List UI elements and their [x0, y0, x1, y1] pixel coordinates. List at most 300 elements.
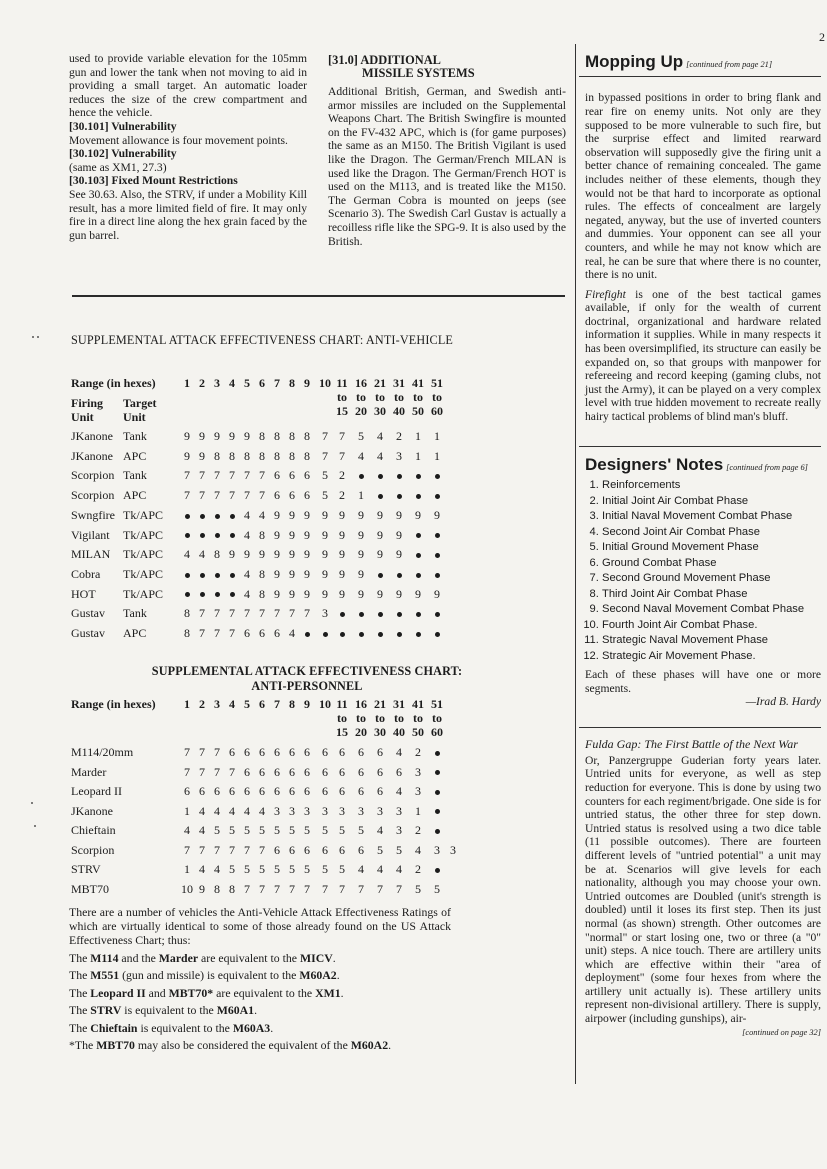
range-to-word: to: [432, 711, 442, 725]
range-to-word: to: [413, 711, 423, 725]
no-effect-dot: [435, 809, 440, 814]
equivalence-text: and the: [118, 950, 159, 965]
effectiveness-cell: 2: [415, 745, 421, 759]
effectiveness-cell: 7: [244, 468, 250, 483]
range-upper-bound: 30: [374, 404, 386, 418]
scan-speck: [37, 336, 39, 338]
effectiveness-cell: 5: [339, 862, 345, 876]
effectiveness-cell: 4: [184, 823, 190, 837]
effectiveness-cell: 9: [358, 566, 364, 581]
effectiveness-cell: 7: [184, 488, 190, 503]
effectiveness-cell: 7: [304, 881, 310, 896]
firing-unit-cell: JKanone: [71, 429, 113, 443]
range-column-header: 9: [304, 376, 310, 390]
unit-cell: Leopard II: [71, 784, 122, 798]
effectiveness-cell: [430, 784, 444, 799]
firing-unit-cell: Scorpion: [71, 488, 115, 503]
range-to-word: to: [356, 711, 366, 725]
effectiveness-cell: 7: [199, 626, 205, 640]
effectiveness-cell: 9: [377, 507, 383, 522]
effectiveness-cell: 9: [289, 586, 295, 601]
effectiveness-cell: 9: [339, 527, 345, 542]
effectiveness-cell: 1: [415, 448, 421, 463]
effectiveness-cell: 9: [434, 507, 440, 522]
effectiveness-cell: 6: [339, 745, 345, 759]
effectiveness-cell: 6: [304, 842, 310, 857]
effectiveness-cell: 9: [274, 547, 280, 562]
designers-notes-continued: [continued from page 6]: [726, 463, 808, 473]
fulda-gap-title: Fulda Gap: The First Battle of the Next War: [585, 737, 798, 752]
effectiveness-cell: 6: [289, 764, 295, 779]
effectiveness-cell: [430, 765, 444, 780]
range-to-word: to: [337, 390, 347, 404]
equivalence-text: The: [69, 968, 91, 982]
effectiveness-cell: 8: [259, 429, 265, 443]
effectiveness-cell: 6: [244, 745, 250, 759]
target-unit-cell: Tank: [123, 468, 147, 483]
effectiveness-cell: 6: [289, 784, 295, 798]
effectiveness-cell: 7: [322, 881, 328, 896]
effectiveness-cell: 5: [415, 881, 421, 896]
unit-cell: JKanone: [71, 803, 113, 818]
target-unit-cell: APC: [123, 448, 147, 463]
effectiveness-cell: 7: [229, 488, 235, 503]
effectiveness-cell: 9: [396, 527, 402, 542]
mopping-up-paragraph-2: [585, 288, 821, 424]
effectiveness-cell: 6: [322, 745, 328, 759]
effectiveness-cell: 9: [322, 586, 328, 601]
mopping-up-paragraph-2-text: is one of the best tactical games available, if only for the wealth of current doctrinal, organizational and hardware related information it supplies. While in many respects it has been oversimplified, its structure can easily be expanded on, so that groups with manpower for refereeing and record keeping (gaming clubs, not just the Army), it can be played on a very complex level with true hidden movement to recreate really hairy tactical problems of blind man's bluff.: [585, 287, 821, 424]
effectiveness-cell: [430, 823, 444, 838]
effectiveness-cell: 6: [289, 745, 295, 759]
range-to-word: to: [337, 711, 347, 725]
effectiveness-cell: 7: [229, 468, 235, 483]
unit-cell: Marder: [71, 764, 107, 779]
effectiveness-cell: 7: [214, 764, 220, 779]
effectiveness-cell: 6: [274, 745, 280, 759]
effectiveness-cell: 8: [259, 586, 265, 601]
mopping-up-heading: [585, 52, 821, 72]
effectiveness-cell: 9: [358, 507, 364, 522]
effectiveness-cell: 5: [274, 862, 280, 876]
effectiveness-cell: 3: [289, 803, 295, 818]
section-31-body: Additional British, German, and Swedish anti-armor missiles are included on the Supplemental Weapons Chart. The British Swingfire is mounted on the FV-432 APC, which is (for game purposes) the same as an M150. The British Vigilant is used like the Dragon. The German/French MILAN is used like the Dragon. The German/French HOT is used on the M113, and is treated like the M150. The German Cobra is mounted on jeeps (see Scenario 3). The Swedish Carl Gustav is actually a recoilless rifle like the SPG-9. It is also used by the British.: [328, 85, 566, 248]
equivalence-line: [69, 1021, 451, 1035]
equivalence-text: are equivalent to the: [198, 950, 300, 965]
vehicle-name: Marder: [158, 950, 199, 965]
effectiveness-cell: 4: [199, 803, 205, 818]
effectiveness-cell: 4: [199, 862, 205, 876]
effectiveness-cell: 6: [244, 626, 250, 640]
effectiveness-cell: 7: [274, 881, 280, 896]
effectiveness-cell: 5: [322, 862, 328, 876]
no-effect-dot: [435, 829, 440, 834]
effectiveness-cell: 1: [358, 488, 364, 503]
effectiveness-cell: 7: [322, 448, 328, 463]
effectiveness-cell: 6: [304, 784, 310, 798]
effectiveness-cell: 8: [244, 448, 250, 463]
effectiveness-cell: 1: [434, 448, 440, 463]
effectiveness-cell: 3: [415, 764, 421, 779]
effectiveness-cell: 7: [199, 468, 205, 483]
vehicle-name: MICV: [299, 950, 333, 965]
effectiveness-cell: 7: [304, 606, 310, 621]
target-unit-header: Unit: [123, 410, 146, 424]
effectiveness-cell: 7: [199, 842, 205, 857]
effectiveness-cell: 9: [339, 586, 345, 601]
effectiveness-cell: 7: [339, 448, 345, 463]
effectiveness-cell: 4: [199, 547, 205, 562]
effectiveness-cell: 5: [358, 429, 364, 443]
section-31-heading-line1: [31.0] ADDITIONAL: [328, 53, 441, 67]
effectiveness-cell: 6: [358, 764, 364, 779]
range-column-header: 16: [355, 697, 367, 711]
equivalence-text: .: [388, 1038, 392, 1052]
effectiveness-cell: 5: [289, 823, 295, 837]
equivalence-list: [69, 951, 451, 1053]
range-column-header: 3: [214, 376, 220, 390]
phase-item: 7. Second Ground Movement Phase: [602, 571, 821, 587]
unit-cell: STRV: [71, 862, 101, 876]
range-column-header: 3: [214, 697, 220, 711]
phase-item: 3. Initial Naval Movement Combat Phase: [602, 509, 821, 525]
effectiveness-cell: 1: [434, 429, 440, 443]
effectiveness-cell: 2: [415, 862, 421, 876]
effectiveness-cell: 9: [304, 566, 310, 581]
fulda-gap-continued: [continued on page 32]: [742, 1027, 821, 1037]
effectiveness-cell: 6: [259, 784, 265, 798]
effectiveness-cell: 9: [358, 547, 364, 562]
range-label: Range (in hexes): [71, 697, 156, 711]
anti-personnel-title-line2: ANTI-PERSONNEL: [251, 679, 363, 693]
range-to-word: to: [394, 390, 404, 404]
range-column-header: 8: [289, 697, 295, 711]
range-to-word: to: [394, 711, 404, 725]
range-upper-bound: 20: [355, 725, 367, 739]
effectiveness-cell: 4: [377, 862, 383, 876]
effectiveness-cell: 8: [259, 448, 265, 463]
range-upper-bound: 20: [355, 404, 367, 418]
effectiveness-cell: 2: [415, 823, 421, 837]
vehicle-name: Leopard II: [90, 985, 146, 1000]
target-unit-cell: Tk/APC: [123, 527, 164, 542]
effectiveness-cell: 5: [358, 823, 364, 837]
effectiveness-cell: 4: [184, 547, 190, 562]
range-column-header: 31: [393, 376, 405, 390]
rule-30-102-body: (same as XM1, 27.3): [69, 160, 167, 174]
equivalence-line: [69, 1038, 451, 1052]
firefight-title: Firefight: [585, 287, 626, 301]
effectiveness-cell: 7: [214, 842, 220, 857]
mopping-up-paragraph-1: in bypassed positions in order to bring flank and rear fire on enemy units. Not only are they supposed to be more vulnerable to such fire, but the surprise effect and limited rearward observation will supposedly give the firing unit a better chance of remaining concealed. The game includes neither of these elements, though they would not be that hard to incorporate as optional rules. The effects of concealment are largely negated, anyway, but the use of inverted counters and dummies. Your opponent can see all your counters, and while he may not know which are real, he can be sure that where there is no counter, there is no unit.: [585, 91, 821, 282]
equivalence-text: may also be considered the equivalent of the: [134, 1038, 351, 1052]
effectiveness-cell: 1: [184, 862, 190, 876]
effectiveness-cell: 7: [259, 468, 265, 483]
effectiveness-cell: 5: [304, 823, 310, 837]
effectiveness-cell: 8: [289, 448, 295, 463]
no-effect-dot: [435, 751, 440, 756]
effectiveness-cell: 8: [184, 606, 190, 621]
anti-vehicle-chart-title: SUPPLEMENTAL ATTACK EFFECTIVENESS CHART: ANTI-VEHICLE: [71, 333, 454, 347]
range-upper-bound: 15: [336, 404, 348, 418]
effectiveness-cell: 9: [184, 429, 190, 443]
effectiveness-cell: 4: [396, 745, 402, 759]
effectiveness-cell: 8: [274, 448, 280, 463]
effectiveness-cell: 4: [244, 527, 250, 542]
effectiveness-cell: 9: [358, 586, 364, 601]
effectiveness-cell: 9: [339, 547, 345, 562]
effectiveness-cell: 6: [304, 488, 310, 503]
mopping-up-title: Mopping Up: [585, 52, 684, 71]
range-column-header: 51: [431, 376, 443, 390]
effectiveness-cell: 6: [339, 784, 345, 798]
effectiveness-cell: 6: [322, 842, 328, 857]
effectiveness-cell: 9: [377, 527, 383, 542]
firing-unit-header: Firing: [71, 396, 103, 410]
effectiveness-cell: 6: [274, 784, 280, 798]
effectiveness-cell: 7: [229, 764, 235, 779]
effectiveness-cell: 6: [289, 468, 295, 483]
range-column-header: 41: [412, 376, 424, 390]
effectiveness-cell: 9: [274, 507, 280, 522]
effectiveness-cell: 9: [377, 547, 383, 562]
range-to-word: to: [413, 390, 423, 404]
equivalence-text: .: [340, 985, 344, 1000]
effectiveness-cell: 6: [229, 784, 235, 798]
firing-unit-cell: Swngfire: [71, 507, 115, 522]
vehicle-name: M114: [90, 950, 119, 965]
phase-item: 5. Initial Ground Movement Phase: [602, 540, 821, 556]
range-upper-bound: 60: [431, 725, 443, 739]
range-column-header: 8: [289, 376, 295, 390]
effectiveness-cell: 7: [377, 881, 383, 896]
effectiveness-cell: 5: [274, 823, 280, 837]
equivalence-intro: There are a number of vehicles the Anti-Vehicle Attack Effectiveness Ratings of which are virtually identical to some of those already found on the US Attack Effectiveness Chart; thus:: [69, 905, 451, 947]
phase-item: 8. Third Joint Air Combat Phase: [602, 587, 821, 603]
effectiveness-cell: 3: [396, 803, 402, 818]
range-to-word: to: [356, 390, 366, 404]
effectiveness-cell: 7: [184, 468, 190, 483]
effectiveness-cell: 7: [214, 606, 220, 621]
effectiveness-cell: 7: [259, 842, 265, 857]
effectiveness-cell: 6: [259, 764, 265, 779]
effectiveness-cell: 7: [289, 606, 295, 621]
effectiveness-cell: 4: [377, 429, 383, 443]
effectiveness-cell: 3: [396, 823, 402, 837]
effectiveness-cell: 7: [339, 429, 345, 443]
rule-30-101-body: Movement allowance is four movement points.: [69, 133, 288, 147]
effectiveness-cell: 6: [274, 842, 280, 857]
effectiveness-cell: 5: [259, 823, 265, 837]
vehicle-name: MBT70*: [168, 985, 214, 1000]
effectiveness-cell: 8: [214, 881, 220, 896]
effectiveness-cell: 6: [244, 784, 250, 798]
rule-30-102-heading: [30.102] Vulnerability: [69, 147, 177, 161]
phase-item: 4. Second Joint Air Combat Phase: [602, 525, 821, 541]
effectiveness-cell: 2: [396, 429, 402, 443]
effectiveness-cell: 7: [184, 745, 190, 759]
effectiveness-cell: 6: [377, 764, 383, 779]
effectiveness-cell: 5: [396, 842, 402, 857]
effectiveness-cell: 9: [339, 507, 345, 522]
unit-cell: MBT70: [71, 881, 110, 896]
effectiveness-cell: 5: [289, 862, 295, 876]
effectiveness-cell: 3: [339, 803, 345, 818]
target-unit-cell: Tk/APC: [123, 507, 164, 522]
effectiveness-cell: 4: [396, 784, 402, 798]
effectiveness-cell: 8: [259, 527, 265, 542]
range-upper-bound: 15: [336, 725, 348, 739]
rule-30-101-heading: [30.101] Vulnerability: [69, 119, 177, 133]
effectiveness-cell: 4: [214, 803, 220, 818]
equivalence-line: [69, 951, 451, 965]
range-upper-bound: 50: [412, 404, 424, 418]
effectiveness-cell: 7: [244, 842, 250, 857]
effectiveness-cell: 6: [377, 745, 383, 759]
effectiveness-cell: 3: [415, 784, 421, 798]
effectiveness-cell: 6: [358, 745, 364, 759]
equivalence-text: (gun and missile) is equivalent to the: [119, 968, 300, 982]
phase-item: 12. Strategic Air Movement Phase.: [602, 649, 821, 665]
effectiveness-cell: 9: [322, 527, 328, 542]
effectiveness-cell: 6: [274, 488, 280, 503]
effectiveness-cell: 9: [244, 547, 250, 562]
firing-unit-cell: Scorpion: [71, 468, 115, 483]
effectiveness-cell: 4: [199, 823, 205, 837]
target-unit-cell: Tank: [123, 429, 147, 443]
effectiveness-cell: 7: [259, 488, 265, 503]
effectiveness-cell: 6: [396, 764, 402, 779]
effectiveness-cell: 1: [415, 429, 421, 443]
no-effect-dot: [435, 868, 440, 873]
effectiveness-cell: 9: [214, 429, 220, 443]
equivalence-line: [69, 986, 451, 1000]
firing-unit-cell: JKanone: [71, 448, 113, 463]
equivalence-text: and: [145, 985, 169, 1000]
effectiveness-cell: 9: [415, 507, 421, 522]
equivalence-text: The: [69, 985, 91, 1000]
effectiveness-cell: 5: [339, 823, 345, 837]
effectiveness-cell: 5: [322, 488, 328, 503]
effectiveness-cell: 7: [396, 881, 402, 896]
scan-speck: [34, 825, 36, 827]
range-column-header: 6: [259, 376, 265, 390]
effectiveness-cell: 9: [415, 586, 421, 601]
effectiveness-cell: 5: [434, 881, 440, 896]
effectiveness-cell: 8: [184, 626, 190, 640]
firing-unit-cell: Gustav: [71, 606, 105, 621]
effectiveness-cell: 4: [358, 862, 364, 876]
effectiveness-cell: 9: [396, 507, 402, 522]
firing-unit-header: Unit: [71, 410, 94, 424]
effectiveness-cell: 9: [304, 507, 310, 522]
effectiveness-cell: 7: [244, 606, 250, 621]
effectiveness-cell: 6: [214, 784, 220, 798]
effectiveness-cell: 7: [229, 606, 235, 621]
scan-speck: [32, 336, 34, 338]
equivalence-text: .: [332, 950, 336, 965]
range-column-header: 9: [304, 697, 310, 711]
effectiveness-cell: 9: [396, 547, 402, 562]
effectiveness-cell: 9: [304, 527, 310, 542]
effectiveness-cell: 7: [339, 881, 345, 896]
effectiveness-cell: 9: [184, 448, 190, 463]
effectiveness-cell: 7: [244, 881, 250, 896]
effectiveness-cell: 7: [184, 842, 190, 857]
equivalence-notes: [69, 905, 451, 1056]
equivalence-text: The: [69, 1020, 91, 1035]
effectiveness-cell: 5: [244, 862, 250, 876]
mopping-up-continued: [continued from page 21]: [686, 60, 773, 69]
effectiveness-cell: 6: [184, 784, 190, 798]
rule-30-103-body: See 30.63. Also, the STRV, if under a Mobility Kill result, has a more limited field of fire. It may only fire in a direct line along the hex grain faced by the gun barrel.: [69, 187, 307, 242]
effectiveness-cell: 4: [396, 862, 402, 876]
fulda-gap-rule: [579, 727, 821, 728]
right-column: [585, 52, 821, 1039]
effectiveness-cell: 6: [229, 745, 235, 759]
effectiveness-cell: 5: [304, 862, 310, 876]
effectiveness-cell: 7: [229, 842, 235, 857]
unit-cell: Scorpion: [71, 842, 115, 857]
effectiveness-cell: 7: [259, 606, 265, 621]
effectiveness-cell: 9: [304, 547, 310, 562]
effectiveness-cell: [430, 862, 444, 877]
range-column-header: 7: [274, 697, 280, 711]
equivalence-text: is equivalent to the: [137, 1020, 233, 1035]
equivalence-text: .: [254, 1003, 258, 1017]
effectiveness-cell: 7: [259, 881, 265, 896]
range-column-header: 11: [336, 697, 348, 711]
equivalence-text: *The: [69, 1038, 97, 1052]
effectiveness-cell: 6: [244, 764, 250, 779]
effectiveness-cell: 9: [339, 566, 345, 581]
scan-speck: [31, 802, 33, 804]
target-unit-cell: APC: [123, 626, 147, 640]
effectiveness-cell: 7: [229, 626, 235, 640]
effectiveness-cell: 7: [214, 468, 220, 483]
effectiveness-cell: 9: [289, 547, 295, 562]
effectiveness-cell: 9: [377, 586, 383, 601]
effectiveness-cell: [430, 745, 444, 760]
effectiveness-cell: 8: [304, 429, 310, 443]
effectiveness-cell: 3: [396, 448, 402, 463]
effectiveness-cell: 9: [289, 566, 295, 581]
effectiveness-cell: 7: [199, 745, 205, 759]
range-column-header: 21: [374, 697, 386, 711]
designers-notes-heading: [585, 455, 821, 475]
range-label: Range (in hexes): [71, 376, 156, 390]
equivalence-text: The: [69, 1003, 91, 1017]
effectiveness-cell: 9: [199, 429, 205, 443]
effectiveness-cell: 7: [358, 881, 364, 896]
effectiveness-cell: 8: [214, 547, 220, 562]
page-number: 2: [819, 30, 825, 44]
range-upper-bound: 60: [431, 404, 443, 418]
designers-notes-signature: —Irad B. Hardy: [745, 695, 821, 709]
effectiveness-cell: 4: [289, 626, 295, 640]
effectiveness-cell: 3: [450, 842, 456, 857]
range-column-header: 10: [319, 697, 331, 711]
range-to-word: to: [432, 390, 442, 404]
range-column-header: 5: [244, 697, 250, 711]
effectiveness-cell: 4: [244, 566, 250, 581]
effectiveness-cell: 5: [322, 468, 328, 483]
range-column-header: 1: [184, 376, 190, 390]
range-column-header: 41: [412, 697, 424, 711]
effectiveness-cell: 7: [184, 764, 190, 779]
range-column-header: 1: [184, 697, 190, 711]
target-unit-cell: APC: [123, 488, 147, 503]
